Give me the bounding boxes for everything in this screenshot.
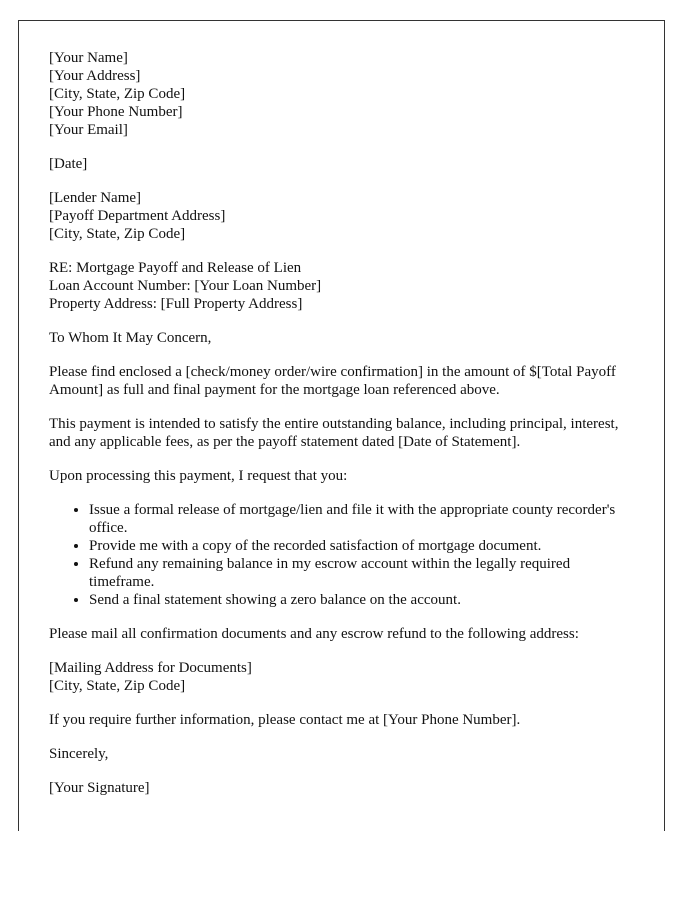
request-list <box>49 501 636 609</box>
paragraph-balance: This payment is intended to satisfy the entire outstanding balance, including principal, interest, and any applicable fees, as per the payoff statement dated [Date of Statement]. <box>49 416 619 450</box>
mailing-address: [Mailing Address for Documents] <box>49 660 252 676</box>
closing: Sincerely, <box>49 746 109 762</box>
loan-account: Loan Account Number: [Your Loan Number] <box>49 278 322 294</box>
recipient-block <box>49 189 636 243</box>
lender-address: [Payoff Department Address] <box>49 208 226 224</box>
sender-city: [City, State, Zip Code] <box>49 86 186 102</box>
sender-name: [Your Name] <box>49 50 128 66</box>
re-block <box>49 259 636 313</box>
mailing-block <box>49 659 636 695</box>
re-subject: RE: Mortgage Payoff and Release of Lien <box>49 260 302 276</box>
letter-date: [Date] <box>49 156 88 172</box>
list-item: • Provide me with a copy of the recorded satisfaction of mortgage document. <box>89 537 636 555</box>
paragraph-contact: If you require further information, please contact me at [Your Phone Number]. <box>49 712 521 728</box>
salutation: To Whom It May Concern, <box>49 330 212 346</box>
lender-name: [Lender Name] <box>49 190 142 206</box>
list-item: • Refund any remaining balance in my escrow account within the legally required timeframe. <box>89 555 636 591</box>
signature: [Your Signature] <box>49 780 150 796</box>
sender-address: [Your Address] <box>49 68 141 84</box>
sender-phone: [Your Phone Number] <box>49 104 183 120</box>
mailing-city: [City, State, Zip Code] <box>49 678 186 694</box>
paragraph-payment: Please find enclosed a [check/money order/wire confirmation] in the amount of $[Total Payoff Amount] as full and final payment for the mortgage loan referenced above. <box>49 364 616 398</box>
lender-city: [City, State, Zip Code] <box>49 226 186 242</box>
sender-email: [Your Email] <box>49 122 128 138</box>
list-item: • Issue a formal release of mortgage/lien and file it with the appropriate county recorder's office. <box>89 501 636 537</box>
property-address: Property Address: [Full Property Address] <box>49 296 303 312</box>
paragraph-mail: Please mail all confirmation documents and any escrow refund to the following address: <box>49 626 579 642</box>
list-item: • Send a final statement showing a zero balance on the account. <box>89 591 636 609</box>
sender-block <box>49 49 636 139</box>
paragraph-request-intro: Upon processing this payment, I request that you: <box>49 468 348 484</box>
letter-page <box>18 20 665 831</box>
